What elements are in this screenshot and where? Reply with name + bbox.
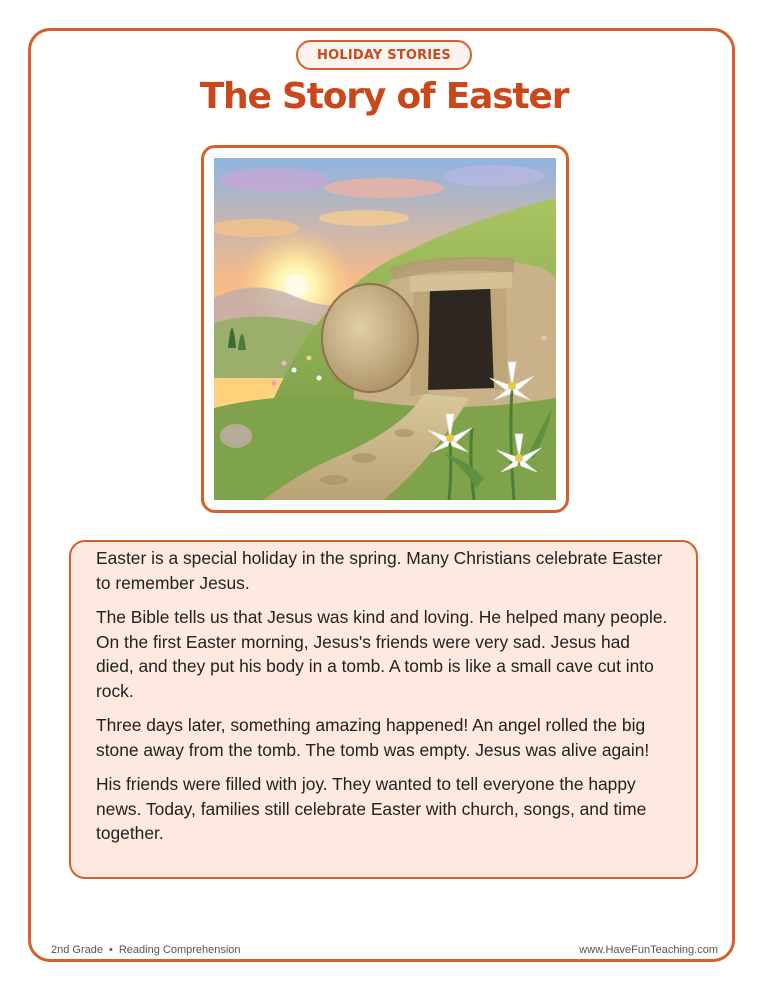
story-box <box>69 540 698 879</box>
footer-separator: • <box>108 944 113 956</box>
small-rock <box>220 424 252 448</box>
story-paragraph-1: Easter is a special holiday in the spring. Many Christians celebrate Easter to remember Jesus. <box>96 548 663 593</box>
story-paragraph-2: The Bible tells us that Jesus was kind and loving. He helped many people. On the first Easter morning, Jesus's friends were very sad. Jesus had died, and they put his body in a tomb. A tomb is like a small cave cut into rock. <box>96 607 668 701</box>
tomb-doorway <box>424 286 498 390</box>
footer-grade: 2nd Grade <box>51 944 103 956</box>
footer-course-info <box>51 944 241 956</box>
story-paragraph-4: His friends were filled with joy. They wanted to tell everyone the happy news. Today, families still celebrate Easter with church, songs, and time together. <box>96 774 647 843</box>
illustration-frame <box>201 145 569 513</box>
story-paragraph-3: Three days later, something amazing happened! An angel rolled the big stone away from the tomb. The tomb was empty. Jesus was alive again! <box>96 715 650 760</box>
easter-tomb-illustration <box>214 158 556 500</box>
page-title: The Story of Easter <box>199 76 569 117</box>
footer-website[interactable]: www.HaveFunTeaching.com <box>579 944 718 956</box>
category-badge: HOLIDAY STORIES <box>296 40 472 70</box>
footer-subject: Reading Comprehension <box>118 944 241 956</box>
